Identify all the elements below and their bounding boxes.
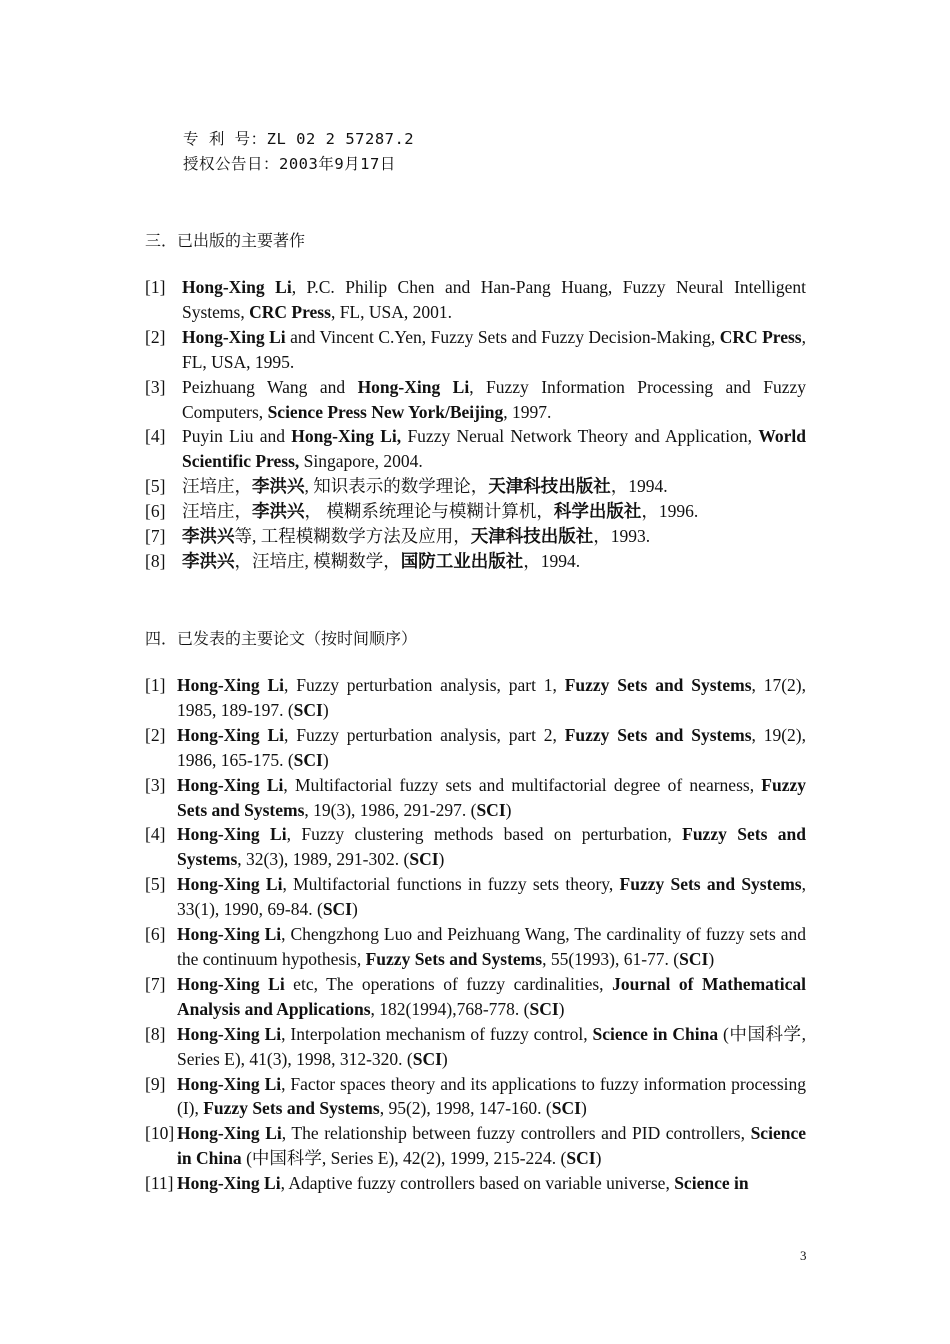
reference-text: , P.C. Philip Chen and Han-Pang Huang, Fuzzy Neural Intelligent Systems, xyxy=(182,277,806,322)
papers-list xyxy=(145,673,806,1196)
reference-number: [8] xyxy=(145,1023,166,1044)
reference-text: , 182(1994),768-778. ( xyxy=(370,998,530,1019)
reference-number: [3] xyxy=(145,376,166,397)
reference-text: (中国科学, Series E), 42(2), 1999, 215-224. ( xyxy=(241,1148,567,1169)
reference-text: ) xyxy=(438,849,445,870)
reference-number: [11] xyxy=(145,1173,174,1194)
emphasized-text: 国防工业出版社 xyxy=(400,550,524,571)
emphasized-text: CRC Press xyxy=(719,326,802,347)
paper-entry xyxy=(145,773,806,823)
books-heading: 三．已出版的主要著作 xyxy=(145,231,306,250)
emphasized-text: Hong-Xing Li xyxy=(177,1173,281,1194)
book-entry xyxy=(145,375,806,425)
book-entry xyxy=(145,474,806,499)
reference-text: ) xyxy=(322,749,329,770)
paper-entry xyxy=(145,723,806,773)
emphasized-text: Hong-Xing Li xyxy=(177,675,285,695)
reference-number: [10] xyxy=(145,1123,175,1144)
book-entry xyxy=(145,524,806,549)
emphasized-text: 科学出版社 xyxy=(553,501,642,522)
emphasized-text: Science in China xyxy=(592,1023,719,1044)
paper-entry xyxy=(145,1171,806,1196)
emphasized-text: Hong-Xing Li xyxy=(177,774,284,795)
reference-number: [8] xyxy=(145,550,166,571)
reference-text: ，1993. xyxy=(593,526,651,547)
emphasized-text: SCI xyxy=(476,799,506,820)
reference-text: (中国科学, Series E), 41(3), 1998, 312-320. ( xyxy=(177,1023,806,1069)
reference-text: 汪培庄， xyxy=(182,476,252,497)
reference-number: [5] xyxy=(145,874,166,895)
emphasized-text: Hong-Xing Li xyxy=(177,824,287,845)
paper-entry xyxy=(145,872,806,922)
reference-number: [2] xyxy=(145,724,166,745)
emphasized-text: Hong-Xing Li xyxy=(177,1073,282,1094)
reference-text: , Fuzzy perturbation analysis, part 1, xyxy=(284,675,565,695)
reference-number: [1] xyxy=(145,277,166,297)
reference-text: , Fuzzy perturbation analysis, part 2, xyxy=(284,724,565,745)
reference-text: , 55(1993), 61-77. ( xyxy=(542,948,680,969)
emphasized-text: 李洪兴 xyxy=(252,476,305,497)
emphasized-text: Hong-Xing Li xyxy=(177,724,285,745)
emphasized-text: Fuzzy Sets and Systems xyxy=(365,948,543,969)
reference-text: ，1994. xyxy=(610,476,668,497)
paper-entry xyxy=(145,972,806,1022)
emphasized-text: 天津科技出版社 xyxy=(470,526,594,547)
emphasized-text: 李洪兴 xyxy=(182,526,235,547)
book-entry xyxy=(145,325,806,375)
emphasized-text: Hong-Xing Li xyxy=(177,924,282,945)
emphasized-text: Hong-Xing Li xyxy=(177,973,285,994)
paper-entry xyxy=(145,673,806,723)
reference-text: Singapore, 2004. xyxy=(299,451,423,472)
page-number: 3 xyxy=(800,1248,807,1263)
reference-text: , Fuzzy clustering methods based on perturbation, xyxy=(286,824,683,845)
reference-text: ) xyxy=(558,998,565,1019)
reference-text: , FL, USA, 1995. xyxy=(182,326,806,372)
emphasized-text: Hong-Xing Li xyxy=(182,277,292,297)
papers-heading: 四．已发表的主要论文（按时间顺序） xyxy=(145,629,418,648)
reference-text: ，1996. xyxy=(641,501,699,522)
reference-text: ) xyxy=(352,899,358,920)
reference-text: , FL, USA, 2001. xyxy=(330,301,452,322)
reference-number: [2] xyxy=(145,326,166,347)
reference-text: ) xyxy=(595,1148,602,1169)
emphasized-text: SCI xyxy=(529,998,559,1019)
reference-text: , Multifactorial functions in fuzzy sets theory, xyxy=(282,874,620,895)
emphasized-text: Journal of Mathematical Analysis and Applications xyxy=(177,973,806,1019)
reference-text: , 95(2), 1998, 147-160. ( xyxy=(379,1098,552,1119)
emphasized-text: Hong-Xing Li xyxy=(177,1023,282,1044)
reference-text: 汪培庄， xyxy=(182,501,252,522)
emphasized-text: SCI xyxy=(293,749,323,770)
emphasized-text: Science in China xyxy=(177,1123,806,1169)
reference-text: , 32(3), 1989, 291-302. ( xyxy=(237,849,410,870)
reference-text: , Multifactorial fuzzy sets and multifactorial degree of nearness, xyxy=(283,774,762,795)
reference-text: ) xyxy=(441,1048,448,1069)
reference-text: , 19(2), 1986, 165-175. ( xyxy=(177,724,806,770)
reference-text: , 19(3), 1986, 291-297. ( xyxy=(304,799,477,820)
emphasized-text: World Scientific Press, xyxy=(182,426,806,472)
patent-grant-date: 授权公告日：2003年9月17日 xyxy=(183,155,396,173)
reference-text: ) xyxy=(322,699,329,720)
reference-text: ) xyxy=(580,1098,587,1119)
reference-text: ，汪培庄, 模糊数学， xyxy=(234,550,401,571)
reference-text: Fuzzy Nerual Network Theory and Application, xyxy=(401,426,759,447)
reference-text: , Adaptive fuzzy controllers based on variable universe, xyxy=(280,1173,675,1194)
reference-text: , 知识表示的数学理论， xyxy=(304,476,489,497)
emphasized-text: Fuzzy Sets and Systems xyxy=(203,1098,380,1119)
reference-text: , Interpolation mechanism of fuzzy control, xyxy=(281,1023,593,1044)
emphasized-text: Fuzzy Sets and Systems xyxy=(619,874,802,895)
reference-number: [7] xyxy=(145,973,166,994)
book-entry xyxy=(145,424,806,474)
reference-text: , 33(1), 1990, 69-84. ( xyxy=(177,874,806,920)
reference-number: [4] xyxy=(145,824,166,845)
reference-text: , Chengzhong Luo and Peizhuang Wang, The cardinality of fuzzy sets and the continuum hypothesis, xyxy=(177,924,806,969)
reference-number: [1] xyxy=(145,675,166,695)
reference-text: 等, 工程模糊数学方法及应用， xyxy=(234,526,471,547)
reference-text: and Vincent C.Yen, Fuzzy Sets and Fuzzy Decision-Making, xyxy=(285,326,720,347)
emphasized-text: SCI xyxy=(551,1098,581,1119)
patent-number: 专 利 号：ZL 02 2 57287.2 xyxy=(183,130,415,148)
reference-number: [3] xyxy=(145,774,166,795)
book-entry xyxy=(145,549,806,574)
reference-text: , 17(2), 1985, 189-197. ( xyxy=(177,675,806,720)
reference-number: [5] xyxy=(145,476,166,497)
paper-entry xyxy=(145,1121,806,1171)
reference-text: , The relationship between fuzzy controllers and PID controllers, xyxy=(281,1123,751,1144)
reference-number: [4] xyxy=(145,426,166,447)
emphasized-text: SCI xyxy=(412,1048,442,1069)
reference-text: ，1994. xyxy=(523,550,581,571)
paper-entry xyxy=(145,922,806,972)
emphasized-text: SCI xyxy=(409,849,439,870)
reference-text: ， 模糊系统理论与模糊计算机， xyxy=(304,501,554,522)
reference-text: , 1997. xyxy=(503,401,552,422)
emphasized-text: Hong-Xing Li xyxy=(357,376,470,397)
emphasized-text: Science Press New York/Beijing xyxy=(267,401,504,422)
paper-entry xyxy=(145,1022,806,1072)
emphasized-text: SCI xyxy=(566,1148,596,1169)
emphasized-text: Fuzzy Sets and Systems xyxy=(177,774,806,820)
emphasized-text: SCI xyxy=(679,948,709,969)
books-list xyxy=(145,275,806,574)
reference-text: ) xyxy=(505,799,512,820)
paper-entry xyxy=(145,1072,806,1122)
reference-text: ) xyxy=(708,948,715,969)
emphasized-text: CRC Press xyxy=(249,301,331,322)
reference-text: , Fuzzy Information Processing and Fuzzy Computers, xyxy=(182,376,806,422)
reference-number: [6] xyxy=(145,924,166,945)
emphasized-text: Hong-Xing Li, xyxy=(291,426,402,447)
emphasized-text: 李洪兴 xyxy=(252,501,305,522)
emphasized-text: Hong-Xing Li xyxy=(177,1123,282,1144)
reference-text: Peizhuang Wang and xyxy=(182,376,358,397)
emphasized-text: SCI xyxy=(293,699,323,720)
reference-number: [7] xyxy=(145,526,166,547)
book-entry xyxy=(145,499,806,524)
emphasized-text: Fuzzy Sets and Systems xyxy=(564,675,752,695)
reference-text: Puyin Liu and xyxy=(182,426,292,447)
reference-number: [6] xyxy=(145,501,166,522)
emphasized-text: Hong-Xing Li xyxy=(177,874,283,895)
paper-entry xyxy=(145,822,806,872)
emphasized-text: SCI xyxy=(322,899,352,920)
book-entry xyxy=(145,275,806,325)
emphasized-text: Fuzzy Sets and Systems xyxy=(177,824,806,870)
emphasized-text: 天津科技出版社 xyxy=(488,476,611,497)
emphasized-text: Hong-Xing Li xyxy=(182,326,286,347)
reference-number: [9] xyxy=(145,1073,166,1094)
reference-text: etc, The operations of fuzzy cardinalities, xyxy=(284,973,613,994)
emphasized-text: Science in xyxy=(674,1173,749,1194)
emphasized-text: 李洪兴 xyxy=(182,550,235,571)
emphasized-text: Fuzzy Sets and Systems xyxy=(564,724,752,745)
reference-text: , Factor spaces theory and its applications to fuzzy information processing (I), xyxy=(177,1073,806,1119)
